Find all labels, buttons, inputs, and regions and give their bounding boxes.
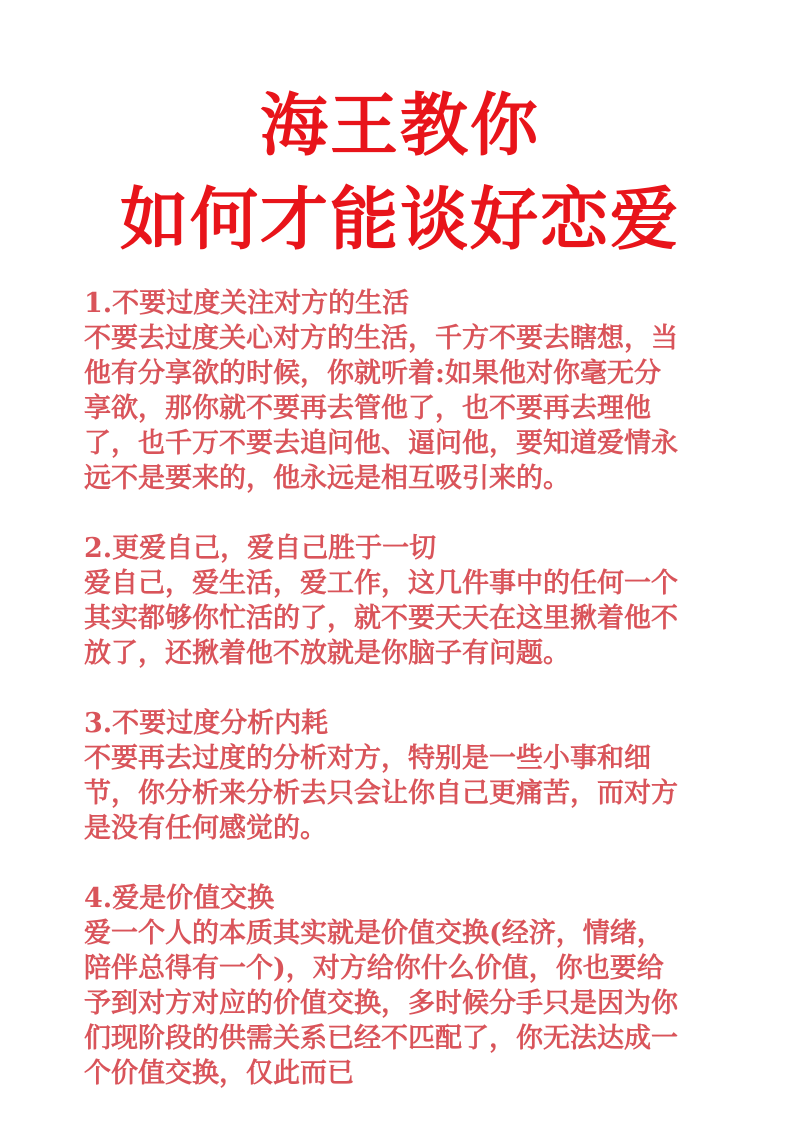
section-text-line: 爱一个人的本质其实就是价值交换(经济，情绪， (84, 918, 664, 949)
page-title-line-1: 海王教你 (259, 86, 540, 166)
section-heading: 2.更爱自己，爱自己胜于一切 (84, 533, 437, 564)
section-4 (84, 881, 734, 1091)
section-text-line: 节，你分析来分析去只会让你自己更痛苦，而对方 (84, 778, 678, 809)
section-2 (84, 531, 734, 671)
article-body (84, 286, 734, 1126)
section-text-line: 是没有任何感觉的。 (84, 813, 327, 844)
section-text-line: 不要去过度关心对方的生活，千方不要去瞎想，当 (84, 323, 678, 354)
section-text-line: 其实都够你忙活的了，就不要天天在这里揪着他不 (84, 603, 678, 634)
section-text-line: 享欲，那你就不要再去管他了，也不要再去理他 (84, 393, 651, 424)
section-text-line: 爱自己，爱生活，爱工作，这几件事中的任何一个 (84, 568, 678, 599)
section-text-line: 放了，还揪着他不放就是你脑子有问题。 (84, 638, 570, 669)
page-title-line-2: 如何才能谈好恋爱 (119, 180, 680, 260)
section-1 (84, 286, 734, 496)
section-text-line: 他有分享欲的时候，你就听着:如果他对你毫无分 (84, 358, 661, 389)
section-heading: 3.不要过度分析内耗 (84, 708, 329, 739)
section-text-line: 予到对方对应的价值交换，多时候分手只是因为你 (84, 988, 678, 1019)
section-text-line: 们现阶段的供需关系已经不匹配了，你无法达成一 (84, 1023, 678, 1054)
section-text-line: 个价值交换，仅此而已 (84, 1058, 354, 1089)
section-heading: 1.不要过度关注对方的生活 (84, 288, 410, 319)
section-3 (84, 706, 734, 846)
section-text-line: 了，也千万不要去追问他、逼问他，要知道爱情永 (84, 428, 678, 459)
section-text-line: 陪伴总得有一个)，对方给你什么价值，你也要给 (84, 953, 664, 984)
section-heading: 4.爱是价值交换 (84, 883, 275, 914)
section-text-line: 不要再去过度的分析对方，特别是一些小事和细 (84, 743, 651, 774)
section-text-line: 远不是要来的，他永远是相互吸引来的。 (84, 463, 570, 494)
